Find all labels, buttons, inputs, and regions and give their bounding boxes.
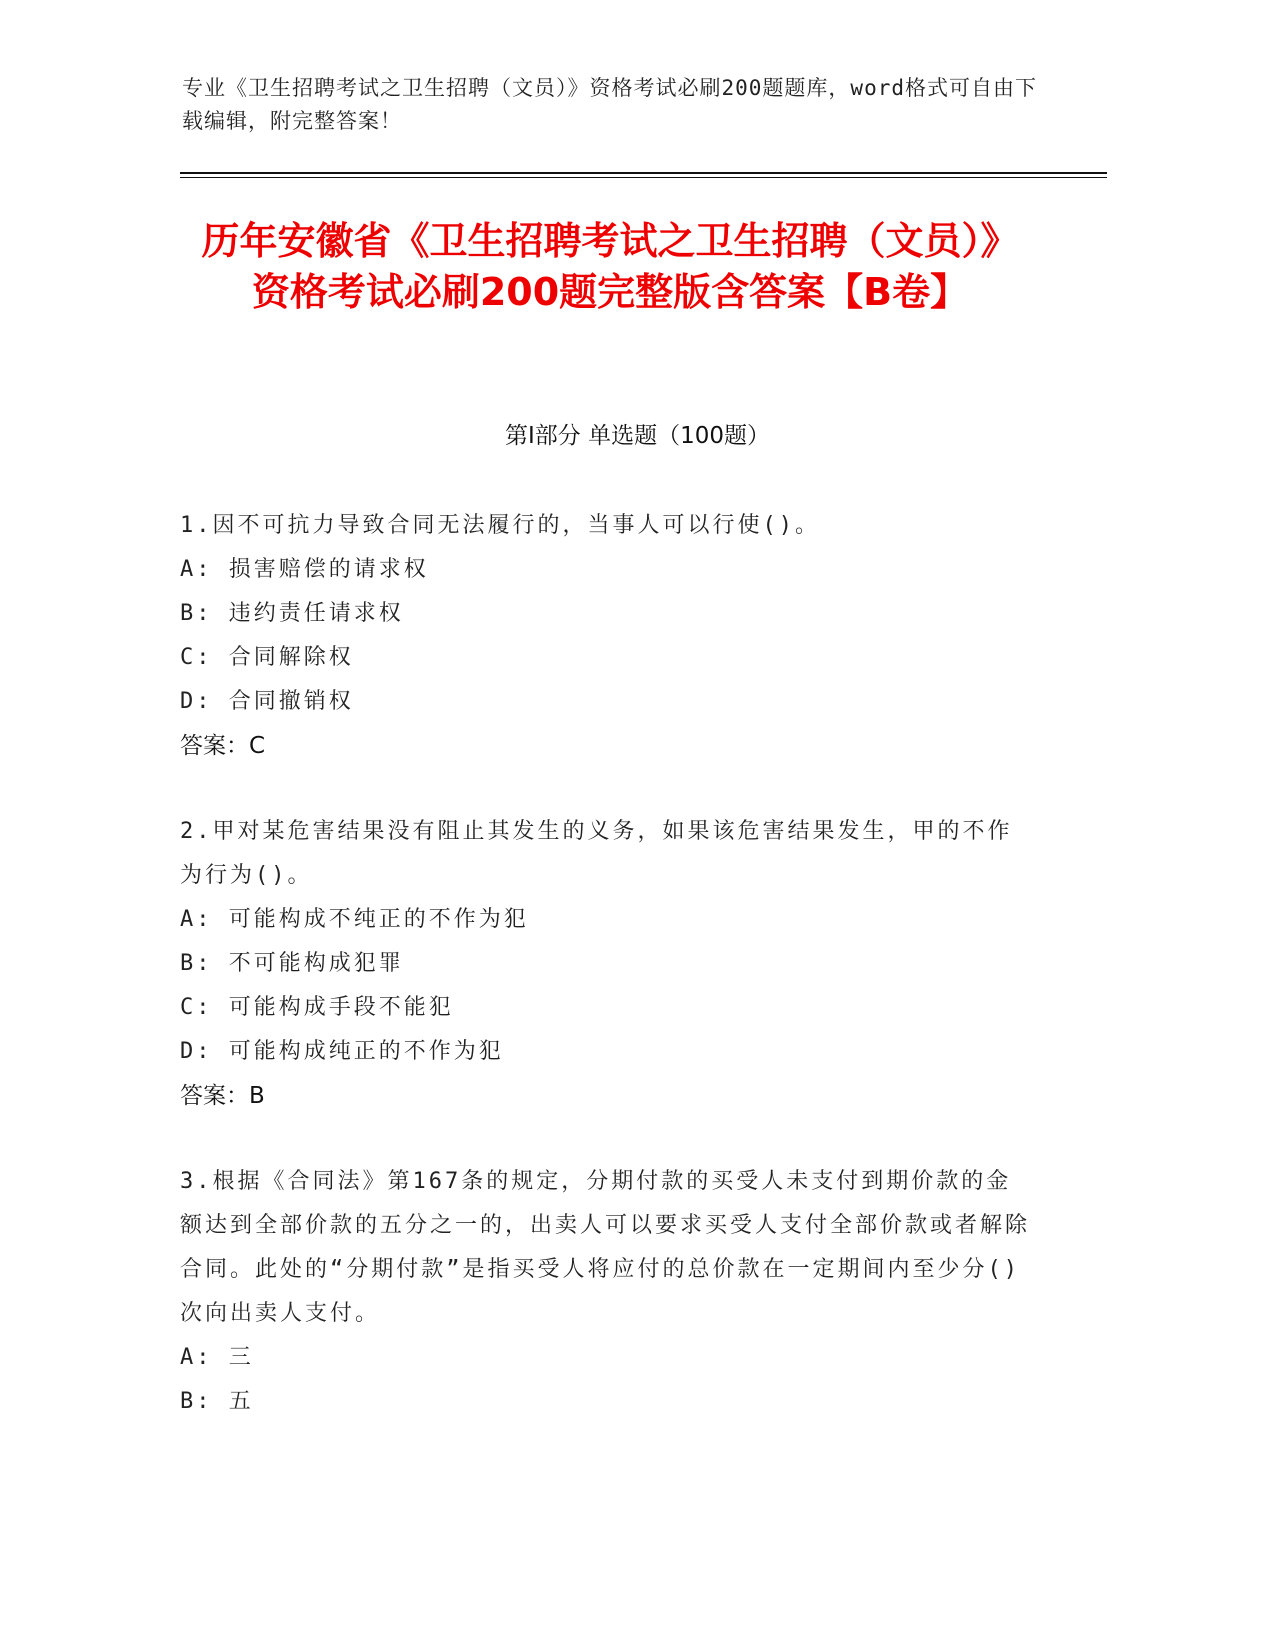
answer-line: 答案：C bbox=[180, 733, 266, 759]
section-heading: 第I部分 单选题（100题） bbox=[505, 423, 770, 449]
option-c: C: 可能构成手段不能犯 bbox=[180, 995, 454, 1020]
option-a: A: 三 bbox=[180, 1345, 254, 1370]
option-d: D: 可能构成纯正的不作为犯 bbox=[180, 1039, 504, 1064]
answer-line: 答案：B bbox=[180, 1083, 265, 1109]
document-title: 历年安徽省《卫生招聘考试之卫生招聘（文员）》资格考试必刷200题完整版含答案【B卷】 bbox=[201, 219, 1019, 314]
header-divider-thin bbox=[180, 177, 1107, 178]
option-d: D: 合同撤销权 bbox=[180, 689, 354, 714]
option-b: B: 不可能构成犯罪 bbox=[180, 951, 404, 976]
option-a: A: 损害赔偿的请求权 bbox=[180, 557, 429, 582]
question-1 bbox=[180, 504, 1030, 768]
question-stem: 2.甲对某危害结果没有阻止其发生的义务，如果该危害结果发生，甲的不作为行为()。 bbox=[180, 819, 1013, 888]
question-stem: 1.因不可抗力导致合同无法履行的，当事人可以行使()。 bbox=[180, 513, 820, 538]
header-note: 专业《卫生招聘考试之卫生招聘（文员）》资格考试必刷200题题库，word格式可自由下载编辑，附完整答案！ bbox=[182, 76, 1037, 133]
question-stem: 3.根据《合同法》第167条的规定，分期付款的买受人未支付到期价款的金额达到全部价款的五分之一的，出卖人可以要求买受人支付全部价款或者解除合同。此处的“分期付款”是指买受人将应付的总价款在一定期间内至少分()次向出卖人支付。 bbox=[180, 1169, 1031, 1326]
question-3 bbox=[180, 1160, 1030, 1424]
question-2 bbox=[180, 810, 1030, 1118]
option-a: A: 可能构成不纯正的不作为犯 bbox=[180, 907, 529, 932]
header-divider-thick bbox=[180, 172, 1107, 174]
option-c: C: 合同解除权 bbox=[180, 645, 354, 670]
option-b: B: 五 bbox=[180, 1389, 254, 1414]
question-list bbox=[180, 504, 1030, 1466]
option-b: B: 违约责任请求权 bbox=[180, 601, 404, 626]
